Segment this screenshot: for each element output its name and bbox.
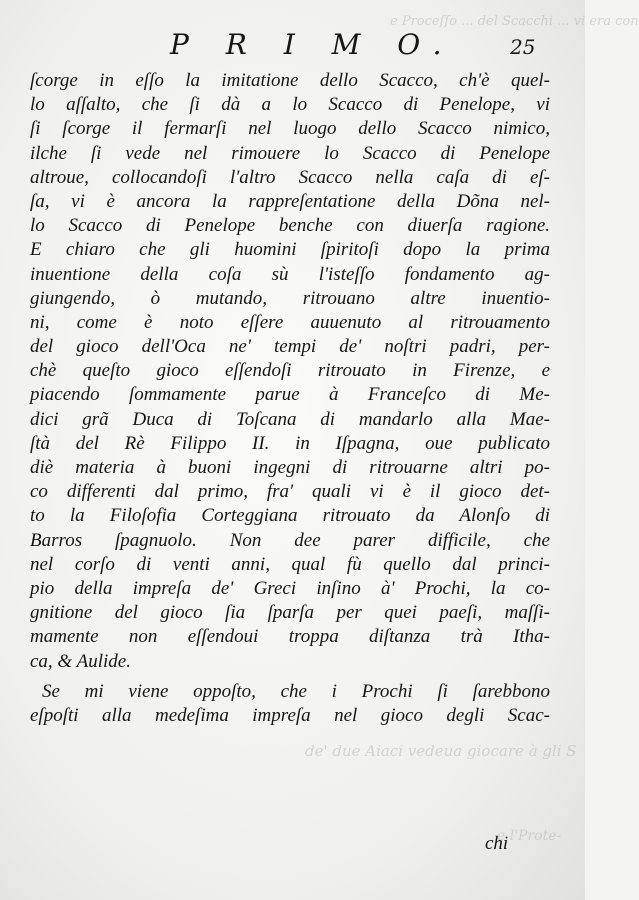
show-through-text-top: e Proceſſo ... del Scacchi ... vi era con — [390, 14, 639, 29]
show-through-text-middle: de' due Aiaci vedeua giocare à gli S — [305, 742, 577, 760]
text-line: ſtà del Rè Filippo II. in Iſpagna, oue publicato — [30, 432, 550, 454]
text-line: mamente non eſſendoui troppa diſtanza trà Itha- — [30, 626, 550, 648]
body-text — [30, 69, 550, 728]
catchword: chi — [485, 833, 509, 854]
text-line: to la Filoſofia Corteggiana ritrouato da Alonſo di — [30, 505, 550, 527]
text-line: altroue, collocandoſi l'altro Scacco nella caſa di eſ- — [30, 166, 550, 188]
text-line: inuentione della coſa sù l'isteſſo fondamento ag- — [30, 263, 550, 285]
text-line: ſcorge in eſſo la imitatione dello Scacco, ch'è quel- — [30, 70, 550, 91]
text-line: nel corſo di venti anni, qual fù quello dal princi- — [30, 553, 550, 575]
text-line: co differenti dal primo, fra' quali vi è il gioco det- — [30, 481, 550, 503]
running-title: P R I M O. — [170, 28, 456, 61]
text-line: dici grã Duca di Toſcana di mandarlo alla Mae- — [30, 408, 550, 430]
text-line: E chiaro che gli huomini ſpiritoſi dopo la prima — [30, 239, 550, 261]
text-line: ſi ſcorge il fermarſi nel luogo dello Scacco nimico, — [30, 118, 550, 140]
text-line: lo Scacco di Penelope benche con diuerſa ragione. — [30, 215, 550, 237]
text-line: ni, come è noto eſſere auuenuto al ritrouamento — [30, 311, 550, 333]
text-line: diè materia à buoni ingegni di ritrouarne altri po- — [30, 457, 550, 478]
text-line: gnitione del gioco ſia ſparſa per quei paeſi, maſſi- — [30, 602, 550, 624]
text-line: del gioco dell'Oca ne' tempi de' noſtri padri, per- — [30, 336, 550, 358]
text-line: ſa, vi è ancora la rappreſentatione della Dõna nel- — [30, 190, 550, 212]
text-line: Barros ſpagnuolo. Non dee parer difficile, che — [30, 529, 550, 551]
paragraph-start-line: Se mi viene oppoſto, che i Prochi ſi ſarebbono — [42, 680, 550, 702]
text-line: pio della impreſa de' Greci inſino à' Prochi, la co- — [30, 577, 550, 599]
text-line: piacendo ſommamente parue à Franceſco di Me- — [30, 384, 550, 406]
show-through-text-bottom: e l'Prote- — [497, 828, 562, 844]
text-line: ca, & Aulide. — [30, 650, 131, 672]
text-line: eſpoſti alla medeſima impreſa nel gioco degli Scac- — [30, 704, 550, 726]
text-line: giungendo, ò mutando, ritrouano altre inuentio- — [30, 287, 550, 309]
text-line: chè queſto gioco eſſendoſi ritrouato in Firenze, e — [30, 360, 550, 382]
text-line: ilche ſi vede nel rimouere lo Scacco di Penelope — [30, 142, 550, 164]
page-number: 25 — [510, 35, 536, 59]
text-line: lo aſſalto, che ſi dà a lo Scacco di Penelope, vi — [30, 94, 550, 116]
page-header — [0, 30, 585, 60]
